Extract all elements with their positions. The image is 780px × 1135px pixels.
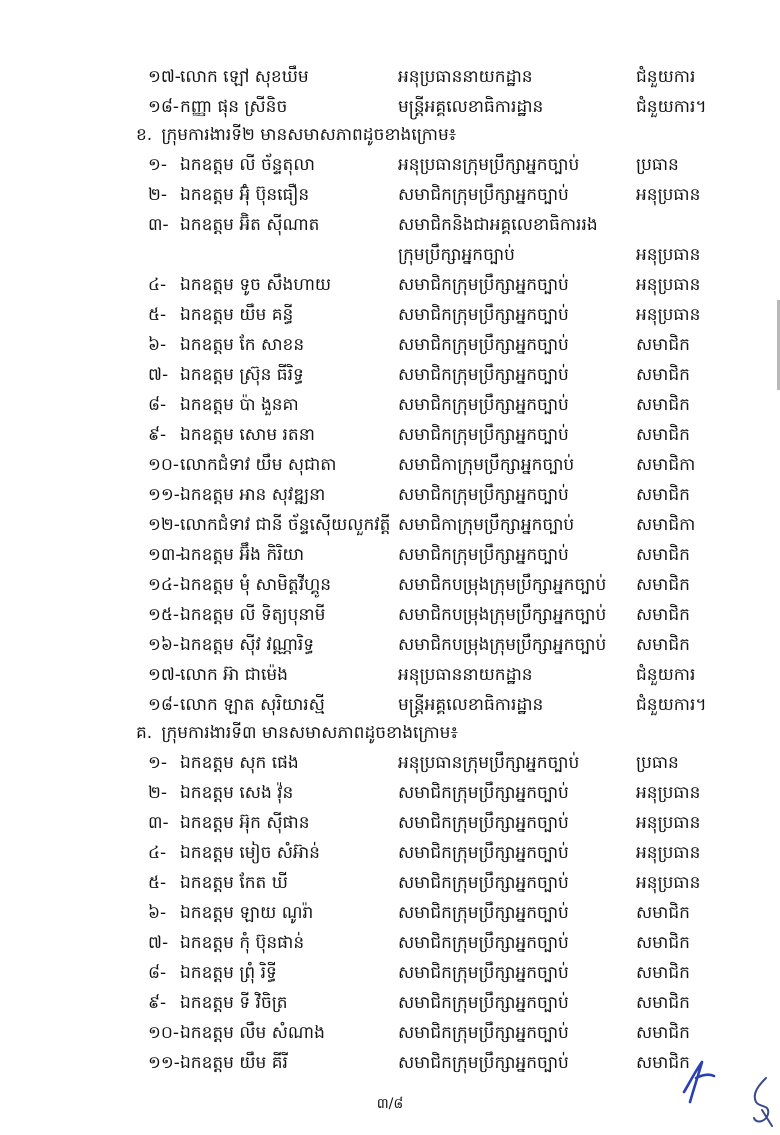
member-position: អនុប្រធាន <box>636 185 701 205</box>
member-name: ឯកឧត្តម សេង វ៉ុន <box>180 783 294 803</box>
member-position: សមាជិក <box>636 635 690 655</box>
member-name: ឯកឧត្តម ឡាយ ណូរ៉ា <box>180 903 314 923</box>
member-number: ៨- <box>148 963 167 983</box>
member-name: ឯកឧត្តម ព្រុំ រិទ្ធី <box>180 963 277 983</box>
member-role: សមាជិកក្រុមប្រឹក្សាអ្នកច្បាប់ <box>398 963 569 983</box>
member-name: ឯកឧត្តម លី ច័ន្ទតុលា <box>180 155 315 175</box>
member-role: មន្ត្រីអគ្គលេខាធិការដ្ឋាន <box>398 97 544 117</box>
member-name: លោក ឡៅ សុខឃឹម <box>180 67 309 87</box>
member-number: ១៣- <box>148 545 182 565</box>
member-role: សមាជិកក្រុមប្រឹក្សាអ្នកច្បាប់ <box>398 185 569 205</box>
member-position: សមាជិក <box>636 903 690 923</box>
member-position: អនុប្រធាន <box>636 813 701 833</box>
section-title: ក្រុមការងារទី៣ មានសមាសភាពដូចខាងក្រោម៖ <box>161 723 458 743</box>
section-heading-group-2 <box>136 120 456 150</box>
member-number: ១១- <box>148 1053 180 1073</box>
member-number: ១១- <box>148 485 180 505</box>
member-number: ៣- <box>148 813 169 833</box>
section-letter: គ. <box>136 723 153 743</box>
section-title: ក្រុមការងារទី២ មានសមាសភាពដូចខាងក្រោម៖ <box>161 125 457 145</box>
member-number: ៦- <box>148 335 167 355</box>
member-role: សមាជិកក្រុមប្រឹក្សាអ្នកច្បាប់ <box>398 1053 569 1073</box>
member-role: សមាជិកក្រុមប្រឹក្សាអ្នកច្បាប់ <box>398 1023 569 1043</box>
member-position: សមាជិក <box>636 485 690 505</box>
member-position: សមាជិក <box>636 933 690 953</box>
member-name: លោក អ៊ា ជាម៉េង <box>180 665 288 685</box>
member-name: ឯកឧត្តម ស៊ីវ វណ្ណារិទ្ធ <box>180 635 315 655</box>
member-name: ឯកឧត្តម អ៊ិត ស៊ីណាត <box>180 215 320 235</box>
member-role: អនុប្រធាននាយកដ្ឋាន <box>398 665 533 685</box>
member-role-continued: ក្រុមប្រឹក្សាអ្នកច្បាប់ <box>398 245 515 265</box>
member-name: ឯកឧត្តម លឹម សំណាង <box>180 1023 325 1043</box>
member-role: សមាជិកក្រុមប្រឹក្សាអ្នកច្បាប់ <box>398 485 569 505</box>
member-role: សមាជិកក្រុមប្រឹក្សាអ្នកច្បាប់ <box>398 873 569 893</box>
member-name: ឯកឧត្តម ទូច សឹងហាយ <box>180 275 332 295</box>
member-name: ឯកឧត្តម យឹម គន្ធី <box>180 305 294 325</box>
member-number: ២- <box>148 185 168 205</box>
page-number: ៣/៨ <box>376 1096 404 1112</box>
member-role: សមាជិកក្រុមប្រឹក្សាអ្នកច្បាប់ <box>398 545 569 565</box>
member-role: សមាជិកបម្រុងក្រុមប្រឹក្សាអ្នកច្បាប់ <box>398 575 607 595</box>
member-role: អនុប្រធាននាយកដ្ឋាន <box>398 67 533 87</box>
member-number: ១- <box>148 155 168 175</box>
member-position: ប្រធាន <box>636 155 679 175</box>
member-position: សមាជិក <box>636 365 690 385</box>
member-name: ឯកឧត្តម លី ទិត្យបុនាមី <box>180 605 326 625</box>
member-name: ឯកឧត្តម ស្រ៊ុន ធីរិទ្ធ <box>180 365 304 385</box>
member-name: ឯកឧត្តម អ៊ឹង កិរិយា <box>180 545 305 565</box>
member-number: ៧- <box>148 365 169 385</box>
member-number: ១៨- <box>148 97 180 117</box>
member-position: សមាជិក <box>636 993 690 1013</box>
member-position: អនុប្រធាន <box>636 843 701 863</box>
member-position: សមាជិកា <box>636 515 696 535</box>
member-name: លោក ឡាត សុរិយារស្មី <box>180 695 325 715</box>
member-role: សមាជិកាក្រុមប្រឹក្សាអ្នកច្បាប់ <box>398 455 575 475</box>
member-name: លោកជំទាវ ជានី ច័ន្ទស៊ើយលួកវត្តី <box>180 515 391 535</box>
member-position: អនុប្រធាន <box>636 275 701 295</box>
member-number: ១៥- <box>148 605 180 625</box>
member-number: ២- <box>148 783 168 803</box>
member-name: ឯកឧត្តម អ៊ុក ស៊ីផាន <box>180 813 310 833</box>
member-number: ៩- <box>148 993 167 1013</box>
member-role: សមាជិកក្រុមប្រឹក្សាអ្នកច្បាប់ <box>398 933 569 953</box>
member-name: ឯកឧត្តម សុក ផេង <box>180 753 299 773</box>
member-role: សមាជិកាក្រុមប្រឹក្សាអ្នកច្បាប់ <box>398 515 575 535</box>
member-role: សមាជិកក្រុមប្រឹក្សាអ្នកច្បាប់ <box>398 425 569 445</box>
member-number: ១៦- <box>148 635 180 655</box>
member-number: ៦- <box>148 903 167 923</box>
member-number: ១- <box>148 753 168 773</box>
member-position: ជំនួយការ។ <box>636 97 707 117</box>
member-role: សមាជិកក្រុមប្រឹក្សាអ្នកច្បាប់ <box>398 813 569 833</box>
member-name: ឯកឧត្តម ប៉ា ងួនគា <box>180 395 299 415</box>
member-position: ជំនួយការ។ <box>636 695 707 715</box>
member-number: ១០- <box>148 1023 180 1043</box>
member-position: ប្រធាន <box>636 753 679 773</box>
member-role: អនុប្រធានក្រុមប្រឹក្សាអ្នកច្បាប់ <box>398 753 580 773</box>
member-position: សមាជិក <box>636 605 690 625</box>
member-number: ៤- <box>148 843 167 863</box>
member-name: ឯកឧត្តម យឹម គីរី <box>180 1053 288 1073</box>
member-position: សមាជិក <box>636 395 690 415</box>
member-role: សមាជិកក្រុមប្រឹក្សាអ្នកច្បាប់ <box>398 275 569 295</box>
section-letter: ខ. <box>136 125 153 145</box>
member-position: សមាជិកា <box>636 455 696 475</box>
member-role: អនុប្រធានក្រុមប្រឹក្សាអ្នកច្បាប់ <box>398 155 580 175</box>
member-role: សមាជិកបម្រុងក្រុមប្រឹក្សាអ្នកច្បាប់ <box>398 635 607 655</box>
member-number: ៣- <box>148 215 169 235</box>
member-number: ៧- <box>148 933 169 953</box>
member-position: សមាជិក <box>636 1053 690 1073</box>
member-position: អនុប្រធាន <box>636 245 701 265</box>
member-number: ៩- <box>148 425 167 445</box>
member-number: ១២- <box>148 515 180 535</box>
member-position: ជំនួយការ <box>636 665 696 685</box>
member-position: សមាជិក <box>636 425 690 445</box>
member-name: ឯកឧត្តម ទី វិចិត្រ <box>180 993 288 1013</box>
member-position: សមាជិក <box>636 1023 690 1043</box>
member-role: សមាជិកបម្រុងក្រុមប្រឹក្សាអ្នកច្បាប់ <box>398 605 607 625</box>
member-role: សមាជិកក្រុមប្រឹក្សាអ្នកច្បាប់ <box>398 365 569 385</box>
member-name: ឯកឧត្តម សោម រតនា <box>180 425 315 445</box>
member-name: ឯកឧត្តម អាន សុវឌ្ឍនា <box>180 485 326 505</box>
member-role: សមាជិកក្រុមប្រឹក្សាអ្នកច្បាប់ <box>398 305 569 325</box>
member-position: អនុប្រធាន <box>636 783 701 803</box>
member-role: សមាជិកនិងជាអគ្គលេខាធិការរង <box>398 215 598 235</box>
member-number: ១៧- <box>148 665 181 685</box>
member-role: សមាជិកក្រុមប្រឹក្សាអ្នកច្បាប់ <box>398 993 569 1013</box>
member-number: ១៨- <box>148 695 180 715</box>
member-number: ៥- <box>148 305 167 325</box>
member-number: ៤- <box>148 275 167 295</box>
member-position: សមាជិក <box>636 335 690 355</box>
member-number: ៥- <box>148 873 167 893</box>
member-position: សមាជិក <box>636 545 690 565</box>
member-position: អនុប្រធាន <box>636 873 701 893</box>
member-number: ៨- <box>148 395 167 415</box>
member-position: សមាជិក <box>636 575 690 595</box>
member-position: អនុប្រធាន <box>636 305 701 325</box>
member-name: ឯកឧត្តម មៀច សំអ៊ាន់ <box>180 843 320 863</box>
member-role: សមាជិកក្រុមប្រឹក្សាអ្នកច្បាប់ <box>398 335 569 355</box>
member-number: ១០- <box>148 455 180 475</box>
member-role: សមាជិកក្រុមប្រឹក្សាអ្នកច្បាប់ <box>398 903 569 923</box>
member-name: លោកជំទាវ យឹម សុជាតា <box>180 455 337 475</box>
section-heading-group-3 <box>136 718 458 748</box>
member-number: ១៤- <box>148 575 180 595</box>
member-role: មន្ត្រីអគ្គលេខាធិការដ្ឋាន <box>398 695 544 715</box>
member-name: ឯកឧត្តម មុំ សាមិត្តវីហ្គូន <box>180 575 332 595</box>
member-name: ឯកឧត្តម អ៊ុំ ប៊ុនធឿន <box>180 185 310 205</box>
member-number: ១៧- <box>148 67 181 87</box>
member-position: ជំនួយការ <box>636 67 696 87</box>
member-role: សមាជិកក្រុមប្រឹក្សាអ្នកច្បាប់ <box>398 843 569 863</box>
member-role: សមាជិកក្រុមប្រឹក្សាអ្នកច្បាប់ <box>398 395 569 415</box>
member-name: ឯកឧត្តម កែ សាខន <box>180 335 305 355</box>
member-position: សមាជិក <box>636 963 690 983</box>
member-name: ឯកឧត្តម កុំ ប៊ុនផាន់ <box>180 933 305 953</box>
member-name: ឯកឧត្តម កែត ឃី <box>180 873 288 893</box>
member-name: កញ្ញា ផុន ស្រីនិច <box>180 97 288 117</box>
member-role: សមាជិកក្រុមប្រឹក្សាអ្នកច្បាប់ <box>398 783 569 803</box>
